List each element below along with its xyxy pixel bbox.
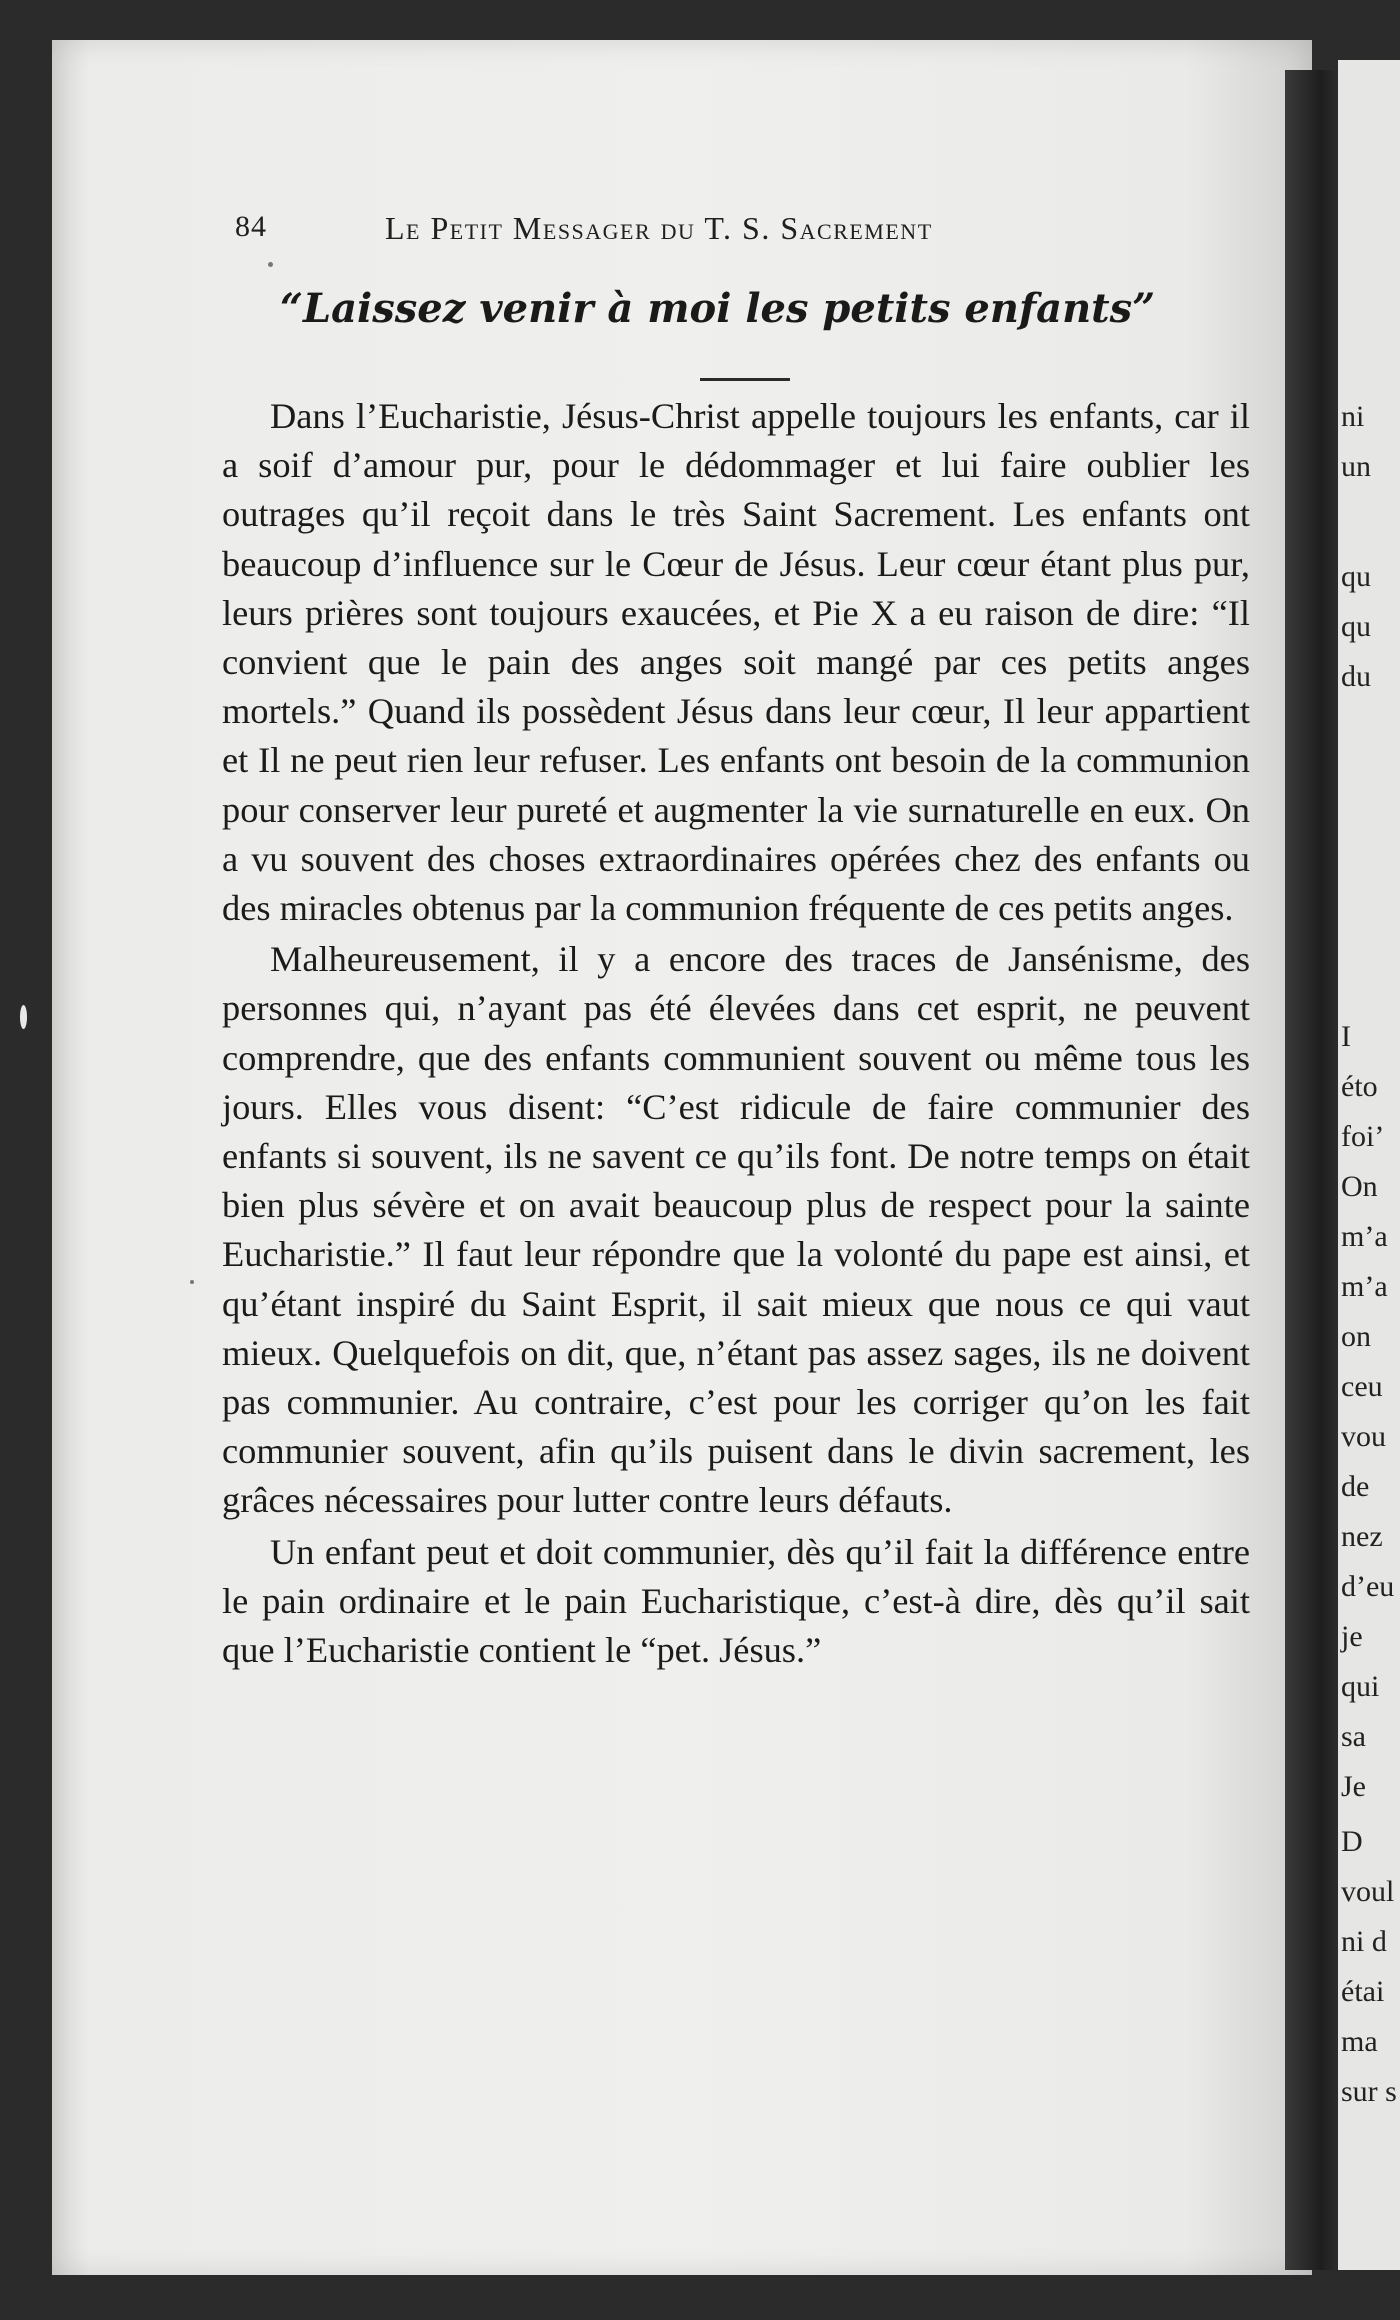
section-title: “Laissez venir à moi les petits enfants” (280, 285, 1156, 332)
dust-speck (190, 1280, 194, 1284)
article-body (222, 392, 1250, 1675)
facing-page-fragment: voul (1341, 1875, 1395, 1908)
facing-page-fragment: éto (1341, 1070, 1378, 1103)
page-number: 84 (235, 210, 267, 243)
facing-page-fragment: étai (1341, 1975, 1385, 2008)
facing-page-fragment: On (1341, 1170, 1378, 1203)
facing-page-fragment: sa (1341, 1720, 1366, 1753)
title-rule (700, 378, 790, 381)
book-gutter (1285, 70, 1345, 2270)
facing-page-fragment: ni d (1341, 1925, 1387, 1958)
facing-page-fragment: ni (1341, 400, 1365, 433)
paragraph-1: Dans l’Eucharistie, Jésus-Christ appelle toujours les enfants, car il a soif d’amour pur, pour le dédommager et lui faire oublier les outrages qu’il reçoit dans le très Saint Sacrement. Les enfants ont beaucoup d’influence sur le Cœur de Jésus. Leur cœur étant plus pur, leurs prières sont toujours exaucées, et Pie X a eu raison de dire: “Il convient que le pain des anges soit mangé par ces petits anges mortels.” Quand ils possèdent Jésus dans leur cœur, Il leur appartient et Il ne peut rien leur refuser. Les enfants ont besoin de la communion pour conserver leur pureté et augmenter la vie surnaturelle en eux. On a vu souvent des choses extraordinaires opérées chez des enfants ou des miracles obtenus par la communion fréquente de ces petits anges. (222, 396, 1250, 929)
facing-page-fragment: qui (1341, 1670, 1380, 1703)
dust-speck (268, 262, 273, 267)
facing-page-fragment: d’eu (1341, 1570, 1395, 1603)
paragraph-3: Un enfant peut et doit communier, dès qu’il fait la différence entre le pain ordinaire et le pain Eucharistique, c’est-à dire, dès qu’il sait que l’Eucharistie contient le “pet. Jésus.” (222, 1531, 1250, 1671)
facing-page-fragment: du (1341, 660, 1371, 693)
facing-page-fragment: m’a (1341, 1220, 1388, 1253)
facing-page-fragment: ceu (1341, 1370, 1383, 1403)
running-head-title: Le Petit Messager du T. S. Sacrement (385, 210, 933, 246)
facing-page-fragment: Je (1341, 1770, 1366, 1803)
facing-page-fragment: foi’ (1341, 1120, 1385, 1153)
facing-page-fragment: nez (1341, 1520, 1383, 1553)
facing-page-fragment: qu (1341, 610, 1371, 643)
facing-page-fragment: D (1341, 1825, 1363, 1858)
right-page-edge (1338, 60, 1400, 2270)
facing-page-fragment: ma (1341, 2025, 1378, 2058)
facing-page-fragment: un (1341, 450, 1371, 483)
facing-page-fragment: vou (1341, 1420, 1386, 1453)
facing-page-fragment: je (1341, 1620, 1363, 1653)
facing-page-fragment: m’a (1341, 1270, 1388, 1303)
facing-page-fragment: I (1341, 1020, 1351, 1053)
dust-speck (20, 1005, 27, 1029)
facing-page-fragment: de (1341, 1470, 1370, 1503)
facing-page-fragment: qu (1341, 560, 1371, 593)
paragraph-2: Malheureusement, il y a encore des traces de Jansénisme, des personnes qui, n’ayant pas été élevées dans cet esprit, ne peuvent comprendre, que des enfants communient souvent ou même tous les jours. Elles vous disent: “C’est ridicule de faire communier des enfants si souvent, ils ne savent ce qu’ils font. De notre temps on était bien plus sévère et on avait beaucoup plus de respect pour la sainte Eucharistie.” Il faut leur répondre que la volonté du pape est ainsi, et qu’étant inspiré du Saint Esprit, il sait mieux que nous ce qui vaut mieux. Quelquefois on dit, que, n’étant pas assez sages, ils ne doivent pas communier. Au contraire, c’est pour les corriger qu’on les fait communier souvent, afin qu’ils puisent dans le divin sacrement, les grâces nécessaires pour lutter contre leurs défauts. (222, 939, 1250, 1521)
facing-page-fragment: sur s (1341, 2075, 1397, 2108)
facing-page-fragment: on (1341, 1320, 1371, 1353)
